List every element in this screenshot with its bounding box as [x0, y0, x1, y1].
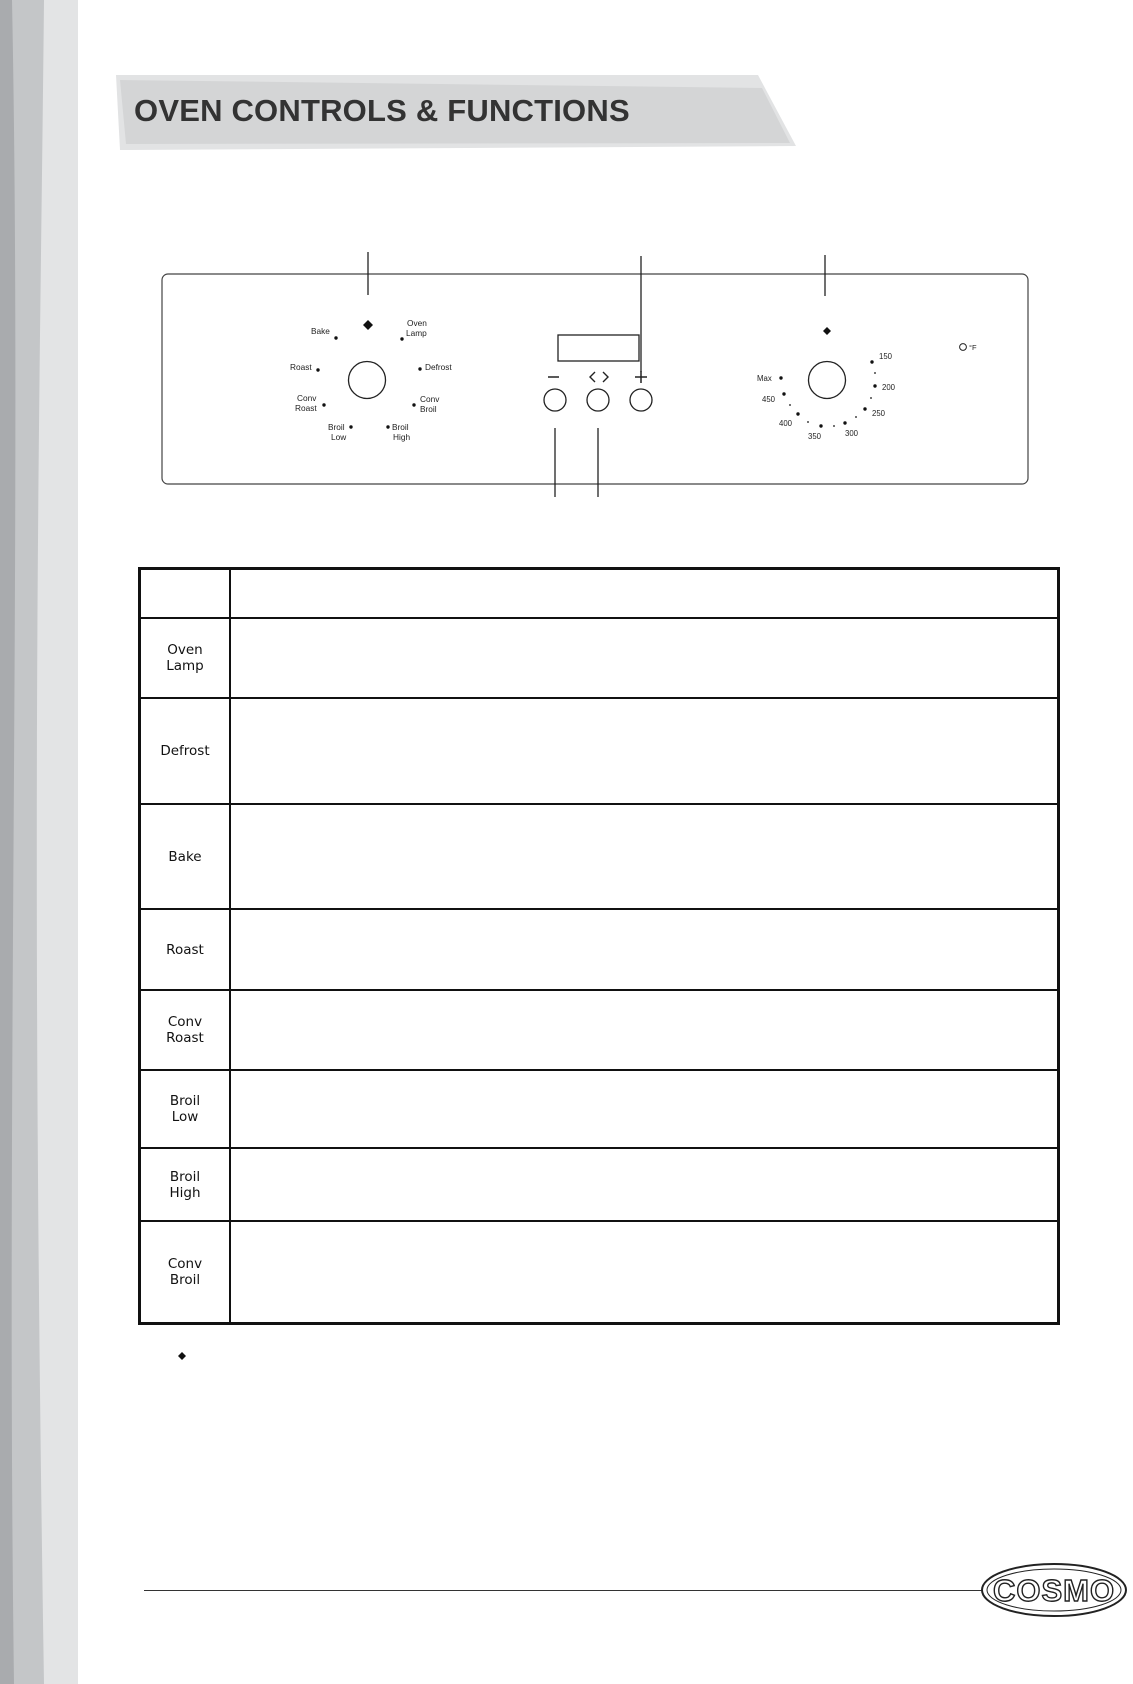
temp-label-250: 250 — [872, 409, 886, 418]
table-row-label: Conv Broil — [140, 1221, 231, 1323]
temperature-unit-indicator — [960, 343, 977, 352]
temp-label-350: 350 — [808, 432, 822, 441]
knob-label-broil-high-l2: High — [393, 432, 411, 442]
cosmo-logo — [980, 1561, 1130, 1621]
temp-label-300: 300 — [845, 429, 859, 438]
table-header-row — [140, 569, 1059, 619]
knob-label-defrost: Defrost — [425, 362, 452, 372]
indicator-diamond-icon — [363, 320, 373, 330]
table-header-cell — [230, 569, 1059, 619]
temp-label-max: Max — [757, 374, 772, 383]
chevron-left-icon — [590, 372, 595, 382]
table-row-description — [230, 1148, 1059, 1221]
table-row-label: Bake — [140, 804, 231, 909]
table-row — [140, 1221, 1059, 1323]
table-header-cell — [140, 569, 231, 619]
minus-button[interactable] — [544, 389, 566, 411]
temp-label-150: 150 — [879, 352, 893, 361]
temperature-unit-label: °F — [969, 343, 977, 352]
plus-button[interactable] — [630, 389, 652, 411]
table-row — [140, 909, 1059, 990]
knob-label-conv-broil-l2: Broil — [420, 404, 437, 414]
table-row-description — [230, 909, 1059, 990]
table-row-label: Roast — [140, 909, 231, 990]
knob-label-broil-high-l1: Broil — [392, 422, 409, 432]
table-row-description — [230, 698, 1059, 804]
temperature-indicator-diamond-icon — [823, 327, 831, 335]
knob-label-conv-broil-l1: Conv — [420, 394, 440, 404]
knob-label-conv-roast-l1: Conv — [297, 393, 317, 403]
table-row-description — [230, 618, 1059, 698]
function-knob[interactable] — [349, 362, 386, 399]
page-title: OVEN CONTROLS & FUNCTIONS — [134, 93, 630, 128]
table-row — [140, 618, 1059, 698]
select-button[interactable] — [587, 389, 609, 411]
table-row — [140, 990, 1059, 1070]
knob-label-roast: Roast — [290, 362, 312, 372]
oven-control-panel — [0, 0, 1133, 520]
brand-name: COSMO — [992, 1573, 1116, 1608]
temp-label-400: 400 — [779, 419, 793, 428]
table-row-description — [230, 1070, 1059, 1148]
knob-label-oven-lamp-l2: Lamp — [406, 328, 427, 338]
temp-label-450: 450 — [762, 395, 776, 404]
footer-rule — [144, 1590, 984, 1591]
chevron-right-icon — [603, 372, 608, 382]
table-row-description — [230, 990, 1059, 1070]
table-row-label: Defrost — [140, 698, 231, 804]
table-row-description — [230, 1221, 1059, 1323]
temperature-knob[interactable] — [809, 362, 846, 399]
knob-label-broil-low-l2: Low — [331, 432, 347, 442]
table-row — [140, 1070, 1059, 1148]
temp-label-200: 200 — [882, 383, 896, 392]
table-row-label: Broil Low — [140, 1070, 231, 1148]
table-row — [140, 1148, 1059, 1221]
knob-label-conv-roast-l2: Roast — [295, 403, 317, 413]
table-row-label: Oven Lamp — [140, 618, 231, 698]
digital-display — [558, 335, 639, 361]
knob-label-oven-lamp-l1: Oven — [407, 318, 427, 328]
table-row — [140, 698, 1059, 804]
knob-label-broil-low-l1: Broil — [328, 422, 345, 432]
table-row-description — [230, 804, 1059, 909]
footnote-diamond-icon — [176, 1350, 188, 1362]
table-row — [140, 804, 1059, 909]
knob-label-bake: Bake — [311, 326, 330, 336]
table-row-label: Conv Roast — [140, 990, 231, 1070]
table-row-label: Broil High — [140, 1148, 231, 1221]
functions-table — [138, 567, 1060, 1325]
